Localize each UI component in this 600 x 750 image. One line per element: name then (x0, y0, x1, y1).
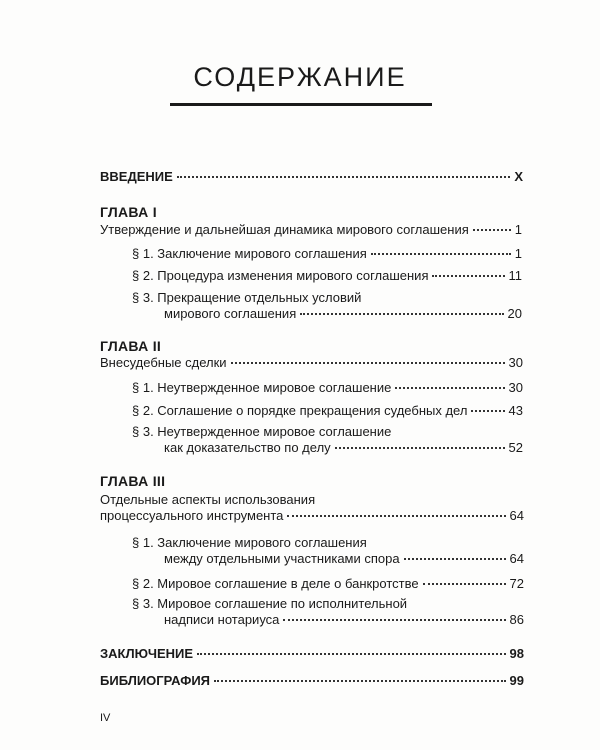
leader-dots (283, 619, 505, 621)
entry-label: § 1. Неутвержденное мировое соглашение (132, 380, 392, 395)
leader-dots (395, 387, 504, 389)
entry-label: § 2. Соглашение о порядке прекращения судебных дел (132, 403, 468, 418)
entry-label: § 2. Процедура изменения мирового соглашения (132, 268, 429, 283)
entry-label: § 2. Мировое соглашение в деле о банкротстве (132, 576, 419, 591)
entry-page: 1 (514, 246, 522, 261)
leader-dots (471, 410, 504, 412)
leader-dots (287, 515, 505, 517)
entry-label: § 1. Заключение мирового соглашения (132, 246, 367, 261)
chapter-1-heading: ГЛАВА I (100, 204, 157, 220)
toc-entry-ch2-s1 (132, 380, 523, 396)
entry-page: 52 (508, 440, 523, 455)
entry-label: между отдельными участниками спора (164, 551, 400, 566)
entry-label: ВВЕДЕНИЕ (100, 169, 173, 184)
leader-dots (231, 362, 505, 364)
entry-page: 64 (509, 551, 524, 566)
toc-entry-ch1-s2 (132, 268, 522, 284)
entry-page: 86 (509, 612, 524, 627)
leader-dots (404, 558, 506, 560)
entry-label: мирового соглашения (164, 306, 297, 321)
entry-page: 11 (508, 268, 522, 283)
toc-entry-ch1-s3-line1: § 3. Прекращение отдельных условий (132, 290, 362, 305)
entry-page: 99 (509, 673, 524, 688)
entry-page: 1 (514, 222, 522, 237)
toc-entry-ch2-s3-line1: § 3. Неутвержденное мировое соглашение (132, 424, 392, 439)
entry-page: 64 (509, 508, 524, 523)
entry-page: 43 (508, 403, 523, 418)
leader-dots (197, 653, 506, 655)
entry-page: 20 (507, 306, 522, 321)
toc-entry-ch3-s1 (164, 551, 524, 567)
toc-entry-ch3-s3-line1: § 3. Мировое соглашение по исполнительной (132, 596, 408, 611)
leader-dots (177, 176, 511, 178)
entry-page: 72 (509, 576, 524, 591)
entry-label: как доказательство по делу (164, 440, 331, 455)
entry-page: 30 (508, 380, 523, 395)
title-underline (170, 103, 432, 106)
entry-label: Внесудебные сделки (100, 355, 227, 370)
leader-dots (432, 275, 504, 277)
toc-entry-chapter-2 (100, 355, 523, 371)
entry-label: надписи нотариуса (164, 612, 280, 627)
toc-entry-chapter-3-line1: Отдельные аспекты использования (100, 492, 316, 507)
toc-entry-chapter-1 (100, 222, 522, 238)
entry-page: X (514, 169, 523, 184)
chapter-3-heading: ГЛАВА III (100, 473, 166, 489)
leader-dots (214, 680, 506, 682)
toc-entry-ch3-s1-line1: § 1. Заключение мирового соглашения (132, 535, 367, 550)
leader-dots (423, 583, 506, 585)
leader-dots (335, 447, 505, 449)
entry-page: 98 (509, 646, 524, 661)
entry-label: БИБЛИОГРАФИЯ (100, 673, 211, 688)
page-title: СОДЕРЖАНИЕ (193, 62, 407, 92)
entry-label: Утверждение и дальнейшая динамика мирового соглашения (100, 222, 469, 237)
leader-dots (300, 313, 503, 315)
entry-page: 30 (508, 355, 523, 370)
entry-label: ЗАКЛЮЧЕНИЕ (100, 646, 194, 661)
toc-entry-conclusion (100, 646, 524, 662)
toc-entry-bibliography (100, 673, 524, 689)
toc-entry-ch1-s3 (164, 306, 522, 322)
leader-dots (473, 229, 511, 231)
toc-entry-ch2-s2 (132, 403, 523, 419)
toc-entry-ch3-s2 (132, 576, 524, 592)
toc-entry-ch1-s1 (132, 246, 522, 262)
toc-entry-chapter-3 (100, 508, 524, 524)
leader-dots (371, 253, 511, 255)
toc-entry-ch2-s3 (164, 440, 523, 456)
entry-label: процессуального инструмента (100, 508, 284, 523)
page-number: IV (100, 712, 111, 724)
toc-entry-ch3-s3 (164, 612, 524, 628)
toc-entry-intro (100, 169, 523, 185)
chapter-2-heading: ГЛАВА II (100, 338, 162, 354)
